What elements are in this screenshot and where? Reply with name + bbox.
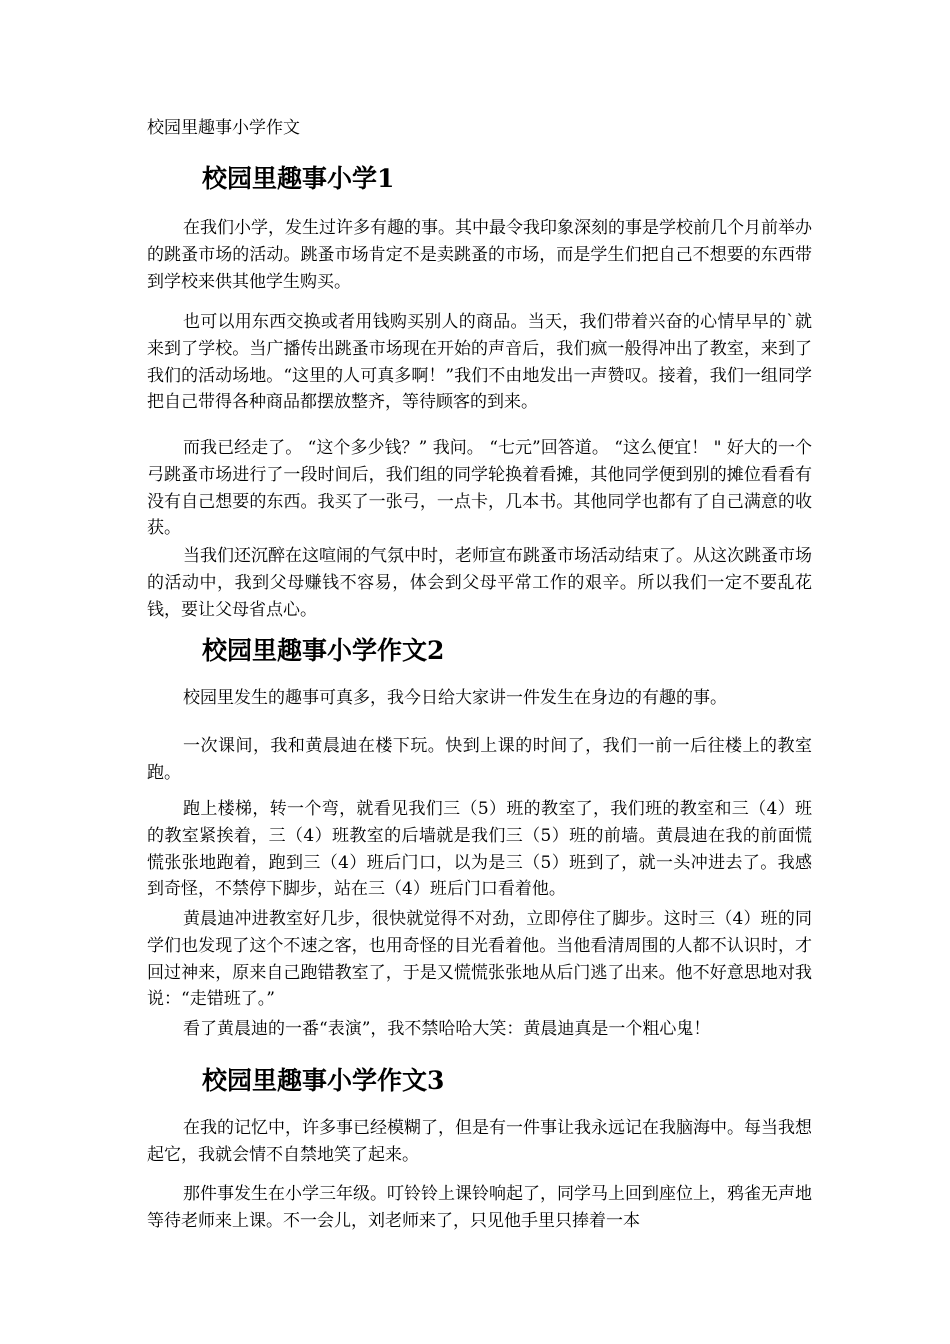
paragraph: 校园里发生的趣事可真多，我今日给大家讲一件发生在身边的有趣的事。 bbox=[183, 688, 727, 708]
paragraph: 那件事发生在小学三年级。叮铃铃上课铃响起了，同学马上回到座位上，鸦雀无声地等待老师来上课。不一会儿，刘老师来了，只见他手里只捧着一本 bbox=[147, 1184, 812, 1231]
section-heading-3: 校园里趣事小学作文3 bbox=[202, 1066, 445, 1095]
section-heading-2: 校园里趣事小学作文2 bbox=[202, 636, 445, 665]
section-heading-1: 校园里趣事小学1 bbox=[202, 164, 395, 193]
paragraph: 当我们还沉醉在这喧闹的气氛中时，老师宣布跳蚤市场活动结束了。从这次跳蚤市场的活动中，我到父母赚钱不容易，体会到父母平常工作的艰辛。所以我们一定不要乱花钱，要让父母省点心。 bbox=[147, 546, 812, 620]
paragraph: 也可以用东西交换或者用钱购买别人的商品。当天，我们带着兴奋的心情早早的`就来到了学校。当广播传出跳蚤市场现在开始的声音后，我们疯一般得冲出了教室，来到了我们的活动场地。“这里的人可真多啊！”我们不由地发出一声赞叹。接着，我们一组同学把自己带得各种商品都摆放整齐，等待顾客的到来。 bbox=[147, 312, 812, 413]
paragraph: 在我们小学，发生过许多有趣的事。其中最令我印象深刻的事是学校前几个月前举办的跳蚤市场的活动。跳蚤市场肯定不是卖跳蚤的市场，而是学生们把自己不想要的东西带到学校来供其他学生购买。 bbox=[147, 218, 812, 292]
paragraph: 一次课间，我和黄晨迪在楼下玩。快到上课的时间了，我们一前一后往楼上的教室跑。 bbox=[147, 736, 812, 783]
paragraph: 看了黄晨迪的一番“表演”，我不禁哈哈大笑：黄晨迪真是一个粗心鬼！ bbox=[183, 1019, 711, 1039]
paragraph: 而我已经走了。 “这个多少钱？” 我问。 “七元”回答道。 “这么便宜！ " 好大的一个弓跳蚤市场进行了一段时间后，我们组的同学轮换着看摊，其他同学便到别的摊位看看有没有自己想要的东西。我买了一张弓，一点卡，几本书。其他同学也都有了自己满意的收获。 bbox=[147, 438, 812, 539]
paragraph: 在我的记忆中，许多事已经模糊了，但是有一件事让我永远记在我脑海中。每当我想起它，我就会情不自禁地笑了起来。 bbox=[147, 1118, 812, 1165]
paragraph: 黄晨迪冲进教室好几步，很快就觉得不对劲，立即停住了脚步。这时三（4）班的同学们也发现了这个不速之客，也用奇怪的目光看着他。当他看清周围的人都不认识时，才回过神来，原来自己跑错教室了，于是又慌慌张张地从后门逃了出来。他不好意思地对我说：“走错班了。” bbox=[147, 909, 812, 1010]
document-title: 校园里趣事小学作文 bbox=[147, 118, 300, 138]
paragraph: 跑上楼梯，转一个弯，就看见我们三（5）班的教室了，我们班的教室和三（4）班的教室紧挨着，三（4）班教室的后墙就是我们三（5）班的前墙。黄晨迪在我的前面慌慌张张地跑着，跑到三（4）班后门口，以为是三（5）班到了，就一头冲进去了。我感到奇怪，不禁停下脚步，站在三（4）班后门口看着他。 bbox=[147, 799, 812, 900]
